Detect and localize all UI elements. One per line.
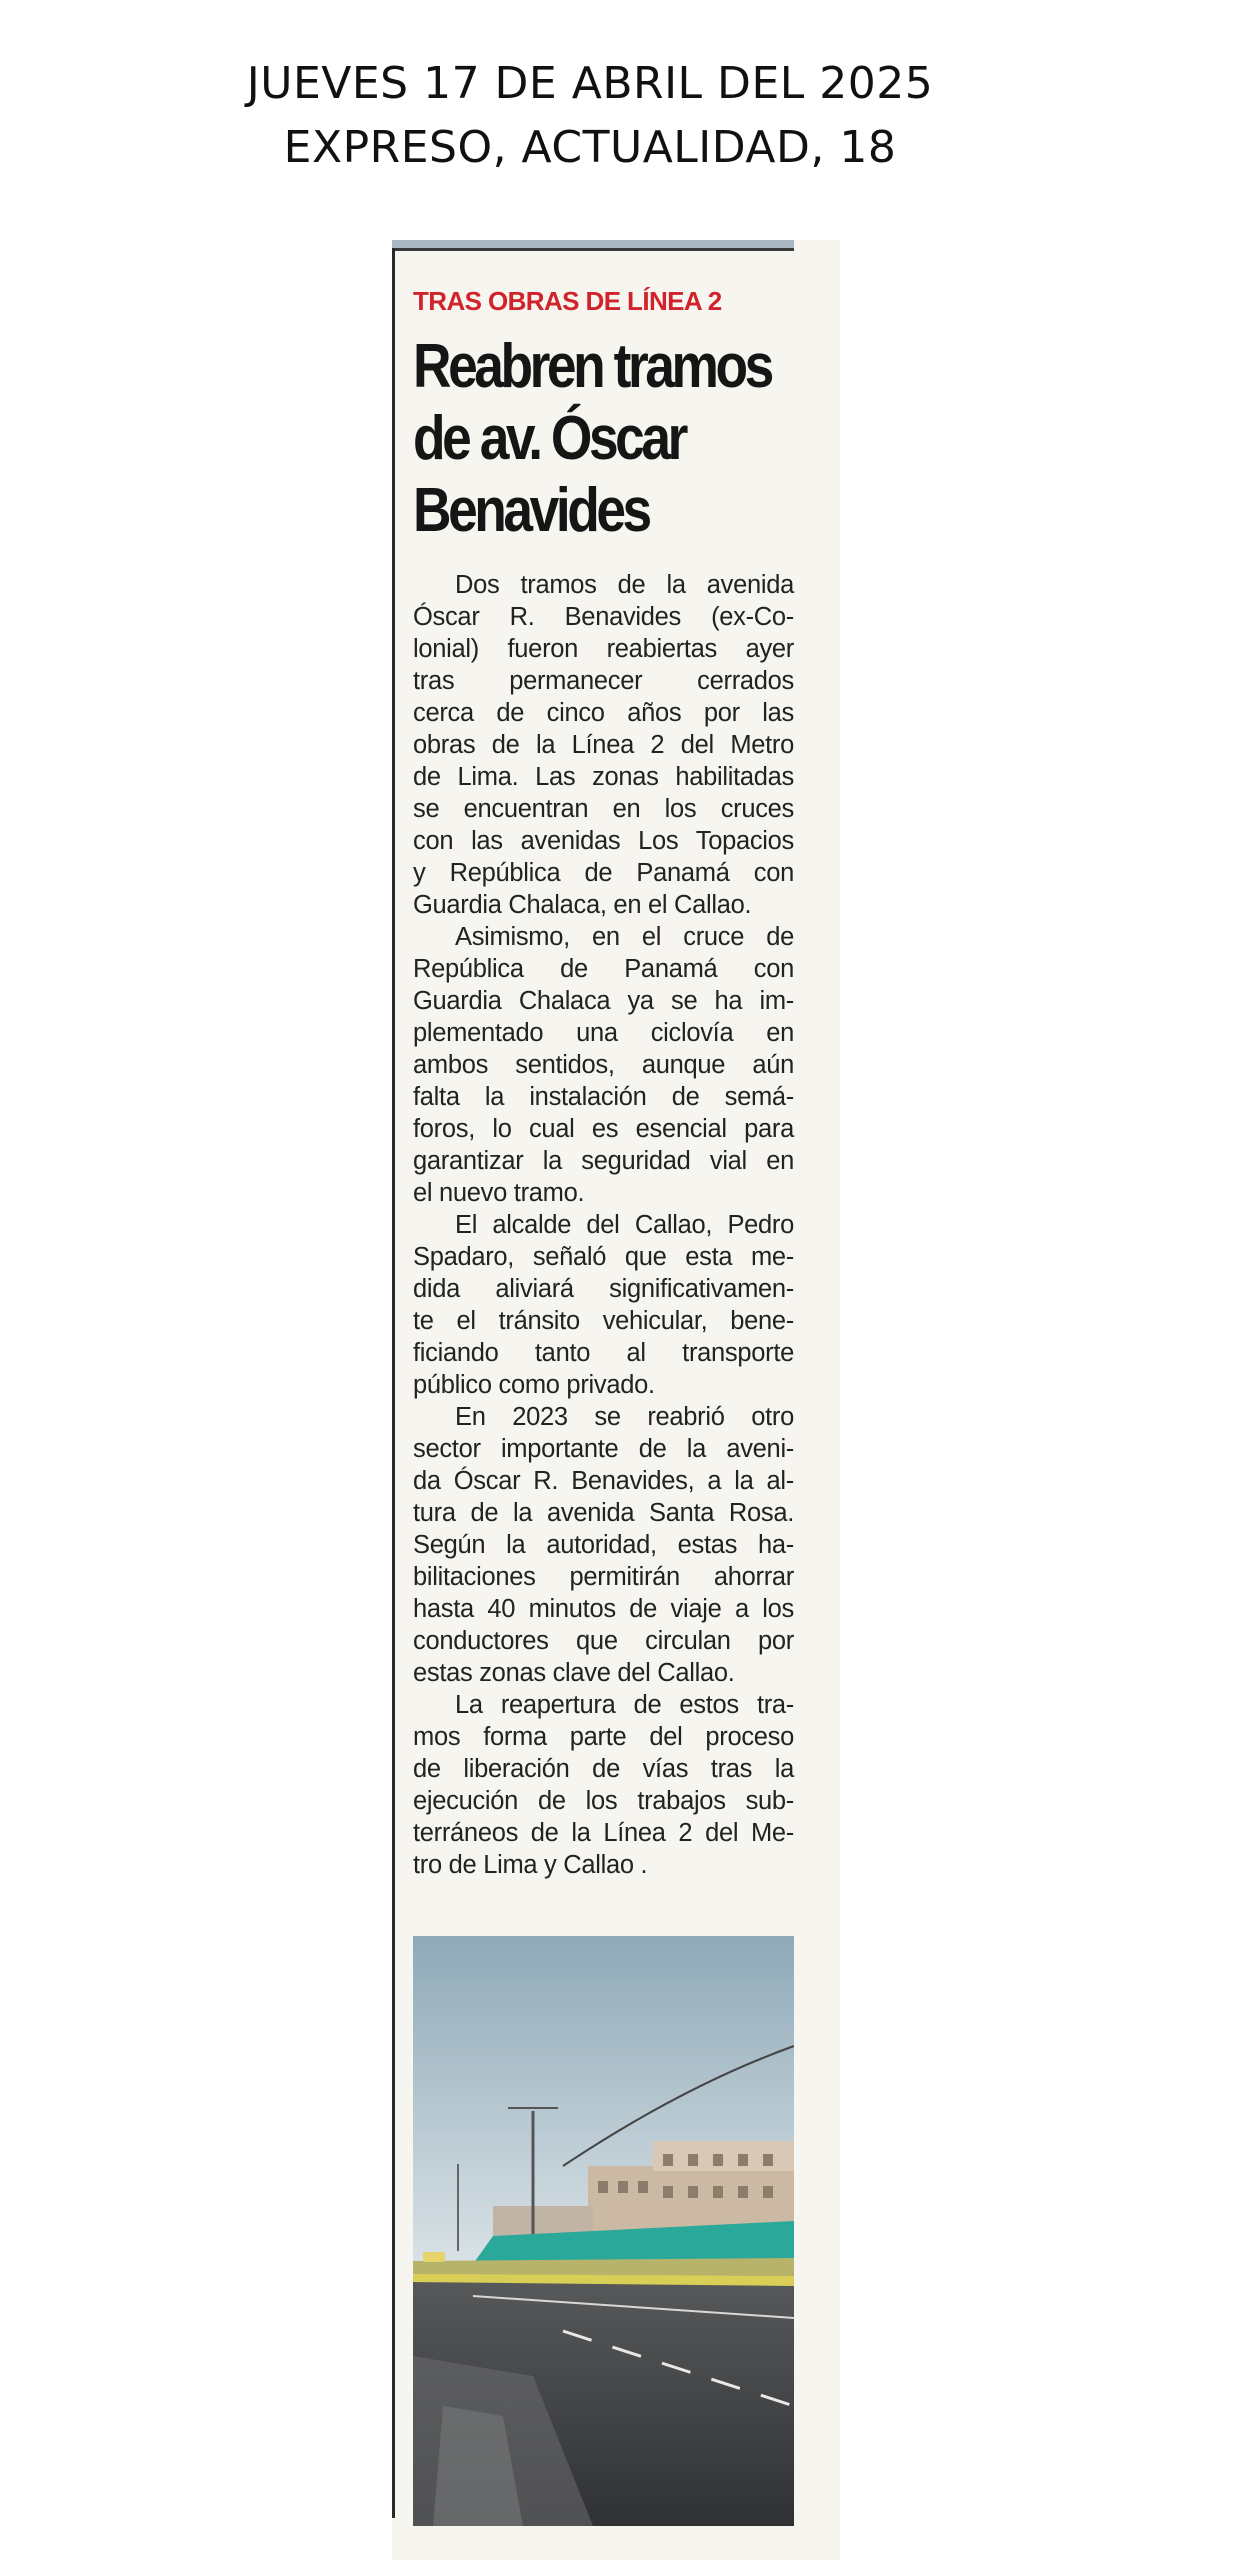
body-line: obras de la Línea 2 del Metro xyxy=(413,731,794,759)
date-line: JUEVES 17 DE ABRIL DEL 2025 xyxy=(246,58,934,109)
body-line: Según la autoridad, estas ha- xyxy=(413,1531,794,1559)
body-line: se encuentran en los cruces xyxy=(413,795,794,823)
column-rule xyxy=(392,248,395,2518)
body-line: En 2023 se reabrió otro xyxy=(455,1403,794,1431)
body-line: garantizar la seguridad vial en xyxy=(413,1147,794,1175)
body-line: tro de Lima y Callao . xyxy=(413,1851,648,1879)
body-line: público como privado. xyxy=(413,1371,655,1399)
article-body xyxy=(413,569,794,1881)
body-line: La reapertura de estos tra- xyxy=(455,1691,794,1719)
body-line: República de Panamá con xyxy=(413,955,794,983)
source-line: EXPRESO, ACTUALIDAD, 18 xyxy=(283,122,897,173)
body-line: plementado una ciclovía en xyxy=(413,1019,794,1047)
body-line: te el tránsito vehicular, bene- xyxy=(413,1307,794,1335)
body-line: foros, lo cual es esencial para xyxy=(413,1115,794,1143)
article xyxy=(413,286,794,1881)
article-kicker: TRAS OBRAS DE LÍNEA 2 xyxy=(413,286,722,316)
body-line: Dos tramos de la avenida xyxy=(455,571,794,599)
body-line: falta la instalación de semá- xyxy=(413,1083,794,1111)
body-line: con las avenidas Los Topacios xyxy=(413,827,794,855)
body-line: ambos sentidos, aunque aún xyxy=(413,1051,794,1079)
body-line: conductores que circulan por xyxy=(413,1627,794,1655)
body-line: Guardia Chalaca, en el Callao. xyxy=(413,891,752,919)
article-photo xyxy=(413,1936,794,2526)
body-line: sector importante de la aveni- xyxy=(413,1435,794,1463)
body-line: Óscar R. Benavides (ex-Co- xyxy=(413,603,794,631)
body-line: da Óscar R. Benavides, a la al- xyxy=(413,1467,794,1495)
body-line: tras permanecer cerrados xyxy=(413,667,794,695)
body-line: Guardia Chalaca ya se ha im- xyxy=(413,987,794,1015)
body-line: Spadaro, señaló que esta me- xyxy=(413,1243,794,1271)
body-line: El alcalde del Callao, Pedro xyxy=(455,1211,794,1239)
body-line: y República de Panamá con xyxy=(413,859,794,887)
headline-line: Reabren tramos xyxy=(413,332,771,401)
body-line: hasta 40 minutos de viaje a los xyxy=(413,1595,794,1623)
body-line: ejecución de los trabajos sub- xyxy=(413,1787,794,1815)
body-line: estas zonas clave del Callao. xyxy=(413,1659,735,1687)
body-line: el nuevo tramo. xyxy=(413,1179,585,1207)
body-line: cerca de cinco años por las xyxy=(413,699,794,727)
body-line: de Lima. Las zonas habilitadas xyxy=(413,763,794,791)
body-line: terráneos de la Línea 2 del Me- xyxy=(413,1819,794,1847)
body-line: bilitaciones permitirán ahorrar xyxy=(413,1563,794,1591)
article-headline xyxy=(413,331,800,547)
body-line: mos forma parte del proceso xyxy=(413,1723,794,1751)
body-line: dida aliviará significativamen- xyxy=(413,1275,794,1303)
body-line: lonial) fueron reabiertas ayer xyxy=(413,635,794,663)
body-line: de liberación de vías tras la xyxy=(413,1755,794,1783)
body-line: tura de la avenida Santa Rosa. xyxy=(413,1499,794,1527)
street-photo-image xyxy=(413,1936,794,2526)
clipping-header xyxy=(0,52,1180,180)
clipping-top-rule xyxy=(392,248,794,251)
body-line: Asimismo, en el cruce de xyxy=(455,923,794,951)
headline-line: de av. Óscar xyxy=(413,404,685,473)
body-line: ficiando tanto al transporte xyxy=(413,1339,794,1367)
clipping-top-edge xyxy=(392,240,794,248)
headline-line: Benavides xyxy=(413,476,649,545)
